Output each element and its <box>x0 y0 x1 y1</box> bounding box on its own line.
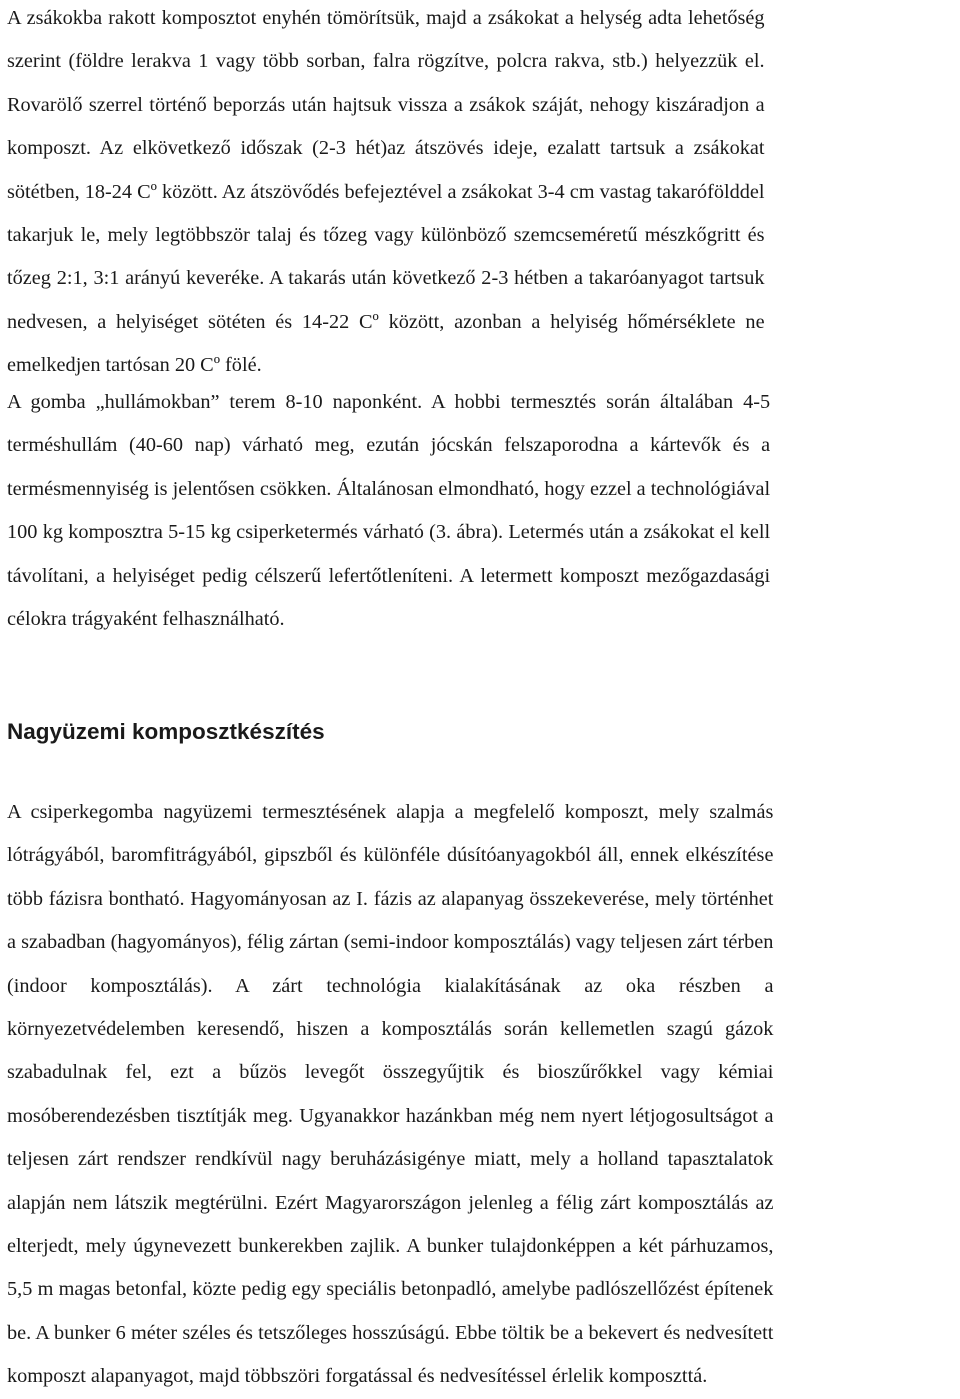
text-line: be. A bunker 6 méter széles és tetszőleges hosszúságú. Ebbe töltik be a bekevert és nedvesített <box>7 1321 774 1344</box>
paragraph-industrial-composting <box>7 791 773 1399</box>
text-line: 5,5 m magas betonfal, közte pedig egy speciális betonpadló, amelybe padlószellőzést építenek <box>7 1278 774 1301</box>
text-line: teljesen zárt rendszer rendkívül nagy beruházásigénye miatt, mely a holland tapasztalatok <box>7 1148 774 1171</box>
text-line: mosóberendezésben tisztítják meg. Ugyanakkor hazánkban még nem nyert létjogosultságot a <box>7 1104 774 1127</box>
text-line: termésmennyiség is jelentősen csökken. Általánosan elmondható, hogy ezzel a technológiával <box>7 477 771 500</box>
text-line: célokra trágyaként felhasználható. <box>7 608 285 631</box>
text-line: nedvesen, a helyiséget sötéten és 14-22 Cº között, azonban a helyiség hőmérséklete ne <box>7 310 765 333</box>
paragraph-harvest-waves <box>7 381 770 641</box>
text-line: 100 kg komposztra 5-15 kg csiperketermés várható (3. ábra). Letermés után a zsákokat el kell <box>7 521 771 544</box>
text-line: elterjedt, mely úgynevezett bunkerekben zajlik. A bunker tulajdonképpen a két párhuzamos, <box>7 1235 774 1258</box>
section-heading: Nagyüzemi komposztkészítés <box>7 719 325 744</box>
text-line: takarjuk le, mely legtöbbször talaj és tőzeg vagy különböző szemcseméretű mészkőgritt és <box>7 224 765 247</box>
text-line: sötétben, 18-24 Cº között. Az átszövődés befejeztével a zsákokat 3-4 cm vastag takarófölddel <box>7 180 765 203</box>
text-line: A csiperkegomba nagyüzemi termesztésének alapja a megfelelő komposzt, mely szalmás <box>7 801 774 823</box>
text-line: komposzt alapanyagot, majd többszöri forgatással és nedvesítéssel érlelik komposzttá. <box>7 1365 708 1388</box>
text-line: Rovarölő szerrel történő beporzás után hajtsuk vissza a zsákok száját, nehogy kiszáradjon a <box>7 93 765 116</box>
text-line: A gomba „hullámokban” terem 8-10 naponként. A hobbi termesztés során általában 4-5 <box>7 391 771 413</box>
text-line: A zsákokba rakott komposztot enyhén tömörítsük, majd a zsákokat a helység adta lehetőség <box>7 7 765 29</box>
text-line: több fázisra bontható. Hagyományosan az I. fázis az alapanyag összekeverése, mely történhet <box>7 887 774 910</box>
text-line: (indoor komposztálás). A zárt technológia kialakításának az oka részben a <box>7 974 774 997</box>
text-line: szerint (földre lerakva 1 vagy több sorban, falra rögzítve, polcra rakva, stb.) helyezzük el. <box>7 50 765 73</box>
text-line: komposzt. Az elkövetkező időszak (2-3 hét)az átszövés ideje, ezalatt tartsuk a zsákokat <box>7 137 765 160</box>
text-line: a szabadban (hagyományos), félig zártan (semi-indoor komposztálás) vagy teljesen zárt térben <box>7 931 774 954</box>
text-line: emelkedjen tartósan 20 Cº fölé. <box>7 354 262 377</box>
text-line: lótrágyából, baromfitrágyából, gipszből és különféle dúsítóanyagokból áll, ennek elkészítése <box>7 844 774 867</box>
text-line: terméshullám (40-60 nap) várható meg, ezután jócskán felszaporodna a kártevők és a <box>7 434 771 457</box>
text-line: távolítani, a helyiséget pedig célszerű lefertőtleníteni. A letermett komposzt mezőgazdasági <box>7 564 771 587</box>
paragraph-bag-composting <box>7 0 765 388</box>
text-line: szabadulnak fel, ezt a bűzös levegőt összegyűjtik és bioszűrőkkel vagy kémiai <box>7 1061 774 1084</box>
text-line: környezetvédelemben keresendő, hiszen a komposztálás során kellemetlen szagú gázok <box>7 1018 774 1041</box>
text-line: alapján nem látszik megtérülni. Ezért Magyarországon jelenleg a félig zárt komposztálás az <box>7 1191 774 1214</box>
text-line: tőzeg 2:1, 3:1 arányú keveréke. A takarás után következő 2-3 hétben a takaróanyagot tartsuk <box>7 267 765 290</box>
